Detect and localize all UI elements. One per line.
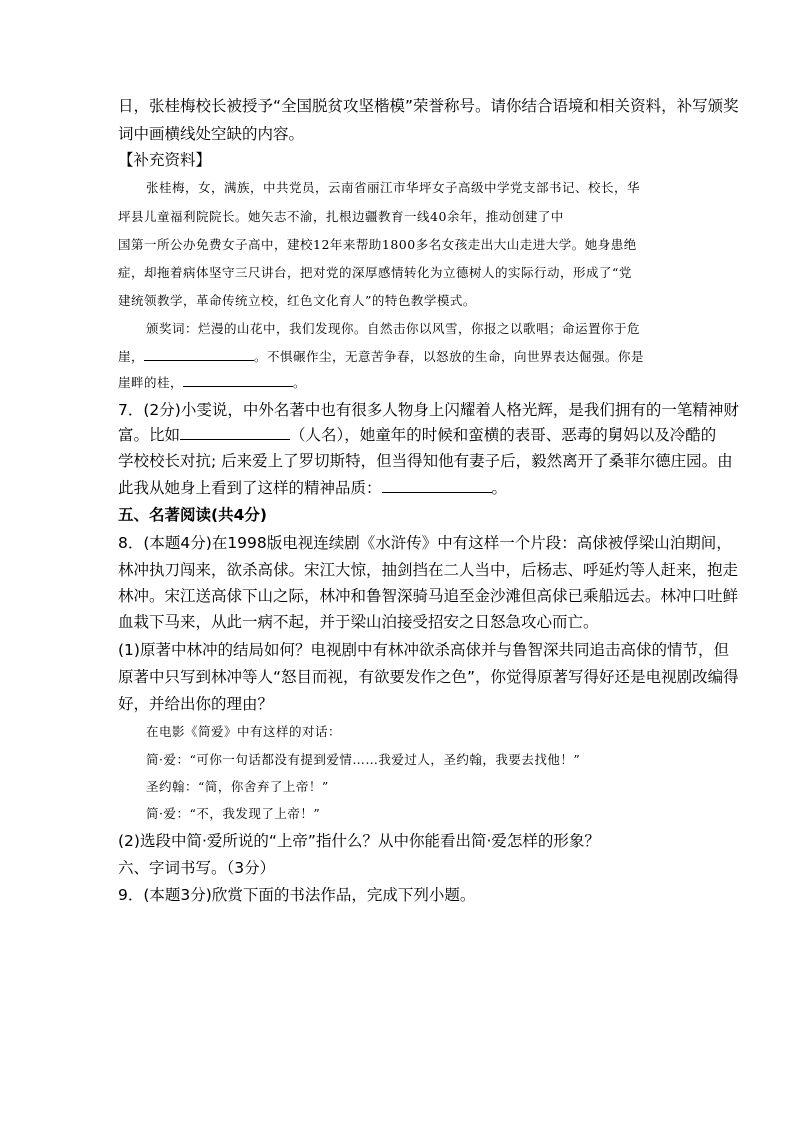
section-6-title: 六、字词书写。（3分）: [118, 859, 276, 877]
q6-text-line-1: 日，张桂梅校长被授予“全国脱贫攻坚楷模”荣誉称号。请你结合语境和相关资料，补写颁奖: [118, 97, 739, 115]
award-speech-text: 。不惧碾作尘，无意苦争春，以怒放的生命，向世界表达倔强。你是: [254, 349, 645, 364]
dialog-line-2: 圣约翰：“简，你舍弃了上帝！”: [146, 779, 329, 794]
q7-line-3: 学校校长对抗; 后来爱上了罗切斯特，但当得知他有妻子后，毅然离开了桑菲尔德庄园。由: [118, 452, 733, 470]
q6-text-line-2: 词中画横线处空缺的内容。: [118, 125, 305, 143]
film-intro: 在电影《简爱》中有这样的对话：: [146, 724, 342, 739]
q8-line-1: 8．(本题4分)在1998版电视连续剧《水浒传》中有这样一个片段：高俅被俘梁山泊期间，: [118, 534, 732, 552]
supplementary-line-1: 张桂梅，女，满族，中共党员，云南省丽江市华坪女子高级中学党支部书记、校长，华: [146, 180, 641, 195]
q8-sub1-line-1: (1)原著中林冲的结局如何？电视剧中有林冲欲杀高俅并与鲁智深共同追击高俅的情节，但: [118, 641, 729, 659]
answer-blank-1[interactable]: [144, 346, 254, 361]
q8-sub1-line-3: 好，并给出你的理由？: [118, 695, 274, 713]
q7-text: 。: [491, 479, 508, 497]
q9-line-1: 9．(本题3分)欣赏下面的书法作品，完成下列小题。: [118, 886, 476, 904]
section-5-title: 五、名著阅读(共4分): [118, 506, 267, 524]
supplementary-line-4: 症，却拖着病体坚守三尺讲台，把对党的深厚感情转化为立德树人的实际行动，形成了“党: [118, 265, 632, 280]
dialog-line-1: 简·爱：“可你一句话都没有提到爱情……我爱过人，圣约翰，我要去找他！”: [146, 752, 581, 767]
q7-text: 富。比如: [118, 426, 181, 444]
answer-blank-quality[interactable]: [382, 478, 492, 493]
supplementary-line-5: 建统领教学，革命传统立校，红色文化育人”的特色教学模式。: [118, 293, 476, 308]
q7-line-4: [118, 478, 507, 498]
supplementary-line-2: 坪县儿童福利院院长。她矢志不渝，扎根边疆教育一线40余年，推动创建了中: [118, 209, 564, 224]
answer-blank-name[interactable]: [180, 425, 290, 440]
supplementary-header: 【补充资料】: [118, 151, 212, 169]
award-speech-text: 。: [293, 375, 307, 390]
q8-sub2: (2)选段中简·爱所说的“上帝”指什么？从中你能看出简·爱怎样的形象？: [118, 832, 600, 850]
award-speech-text: 崖，: [118, 349, 145, 364]
award-speech-line-1: 颁奖词：烂漫的山花中，我们发现你。自然击你以风雪，你报之以歌唱；命运置你于危: [146, 321, 641, 336]
award-speech-line-2: [118, 346, 644, 367]
q8-line-3: 林冲。宋江送高俅下山之际，林冲和鲁智深骑马追至金沙滩但高俅已乘船远去。林冲口吐鲜: [118, 587, 739, 605]
answer-blank-2[interactable]: [183, 372, 293, 387]
q7-text: 此我从她身上看到了这样的精神品质：: [118, 479, 382, 497]
supplementary-line-3: 国第一所公办免费女子高中，建校12年来帮助1800多名女孩走出大山走进大学。她身患绝: [118, 237, 637, 252]
q8-sub1-line-2: 原著中只写到林冲等人“怒目而视，有欲要发作之色”，你觉得原著写得好还是电视剧改编得: [118, 668, 739, 686]
dialog-line-3: 简·爱：“不，我发现了上帝！”: [146, 806, 321, 821]
q8-line-4: 血栽下马来，从此一病不起，并于梁山泊接受招安之日怒急攻心而亡。: [118, 613, 599, 631]
q7-line-2: [118, 425, 716, 445]
q8-line-2: 林冲执刀闯来，欲杀高俅。宋江大惊，抽剑挡在二人当中，后杨志、呼延灼等人赶来，抱走: [118, 561, 739, 579]
award-speech-line-3: [118, 372, 306, 393]
award-speech-text: 崖畔的桂，: [118, 375, 184, 390]
q7-line-1: 7．(2分)小雯说，中外名著中也有很多人物身上闪耀着人格光辉，是我们拥有的一笔精神财: [118, 401, 739, 419]
q7-text: （人名），她童年的时候和蛮横的表哥、恶毒的舅妈以及冷酷的: [290, 426, 717, 444]
